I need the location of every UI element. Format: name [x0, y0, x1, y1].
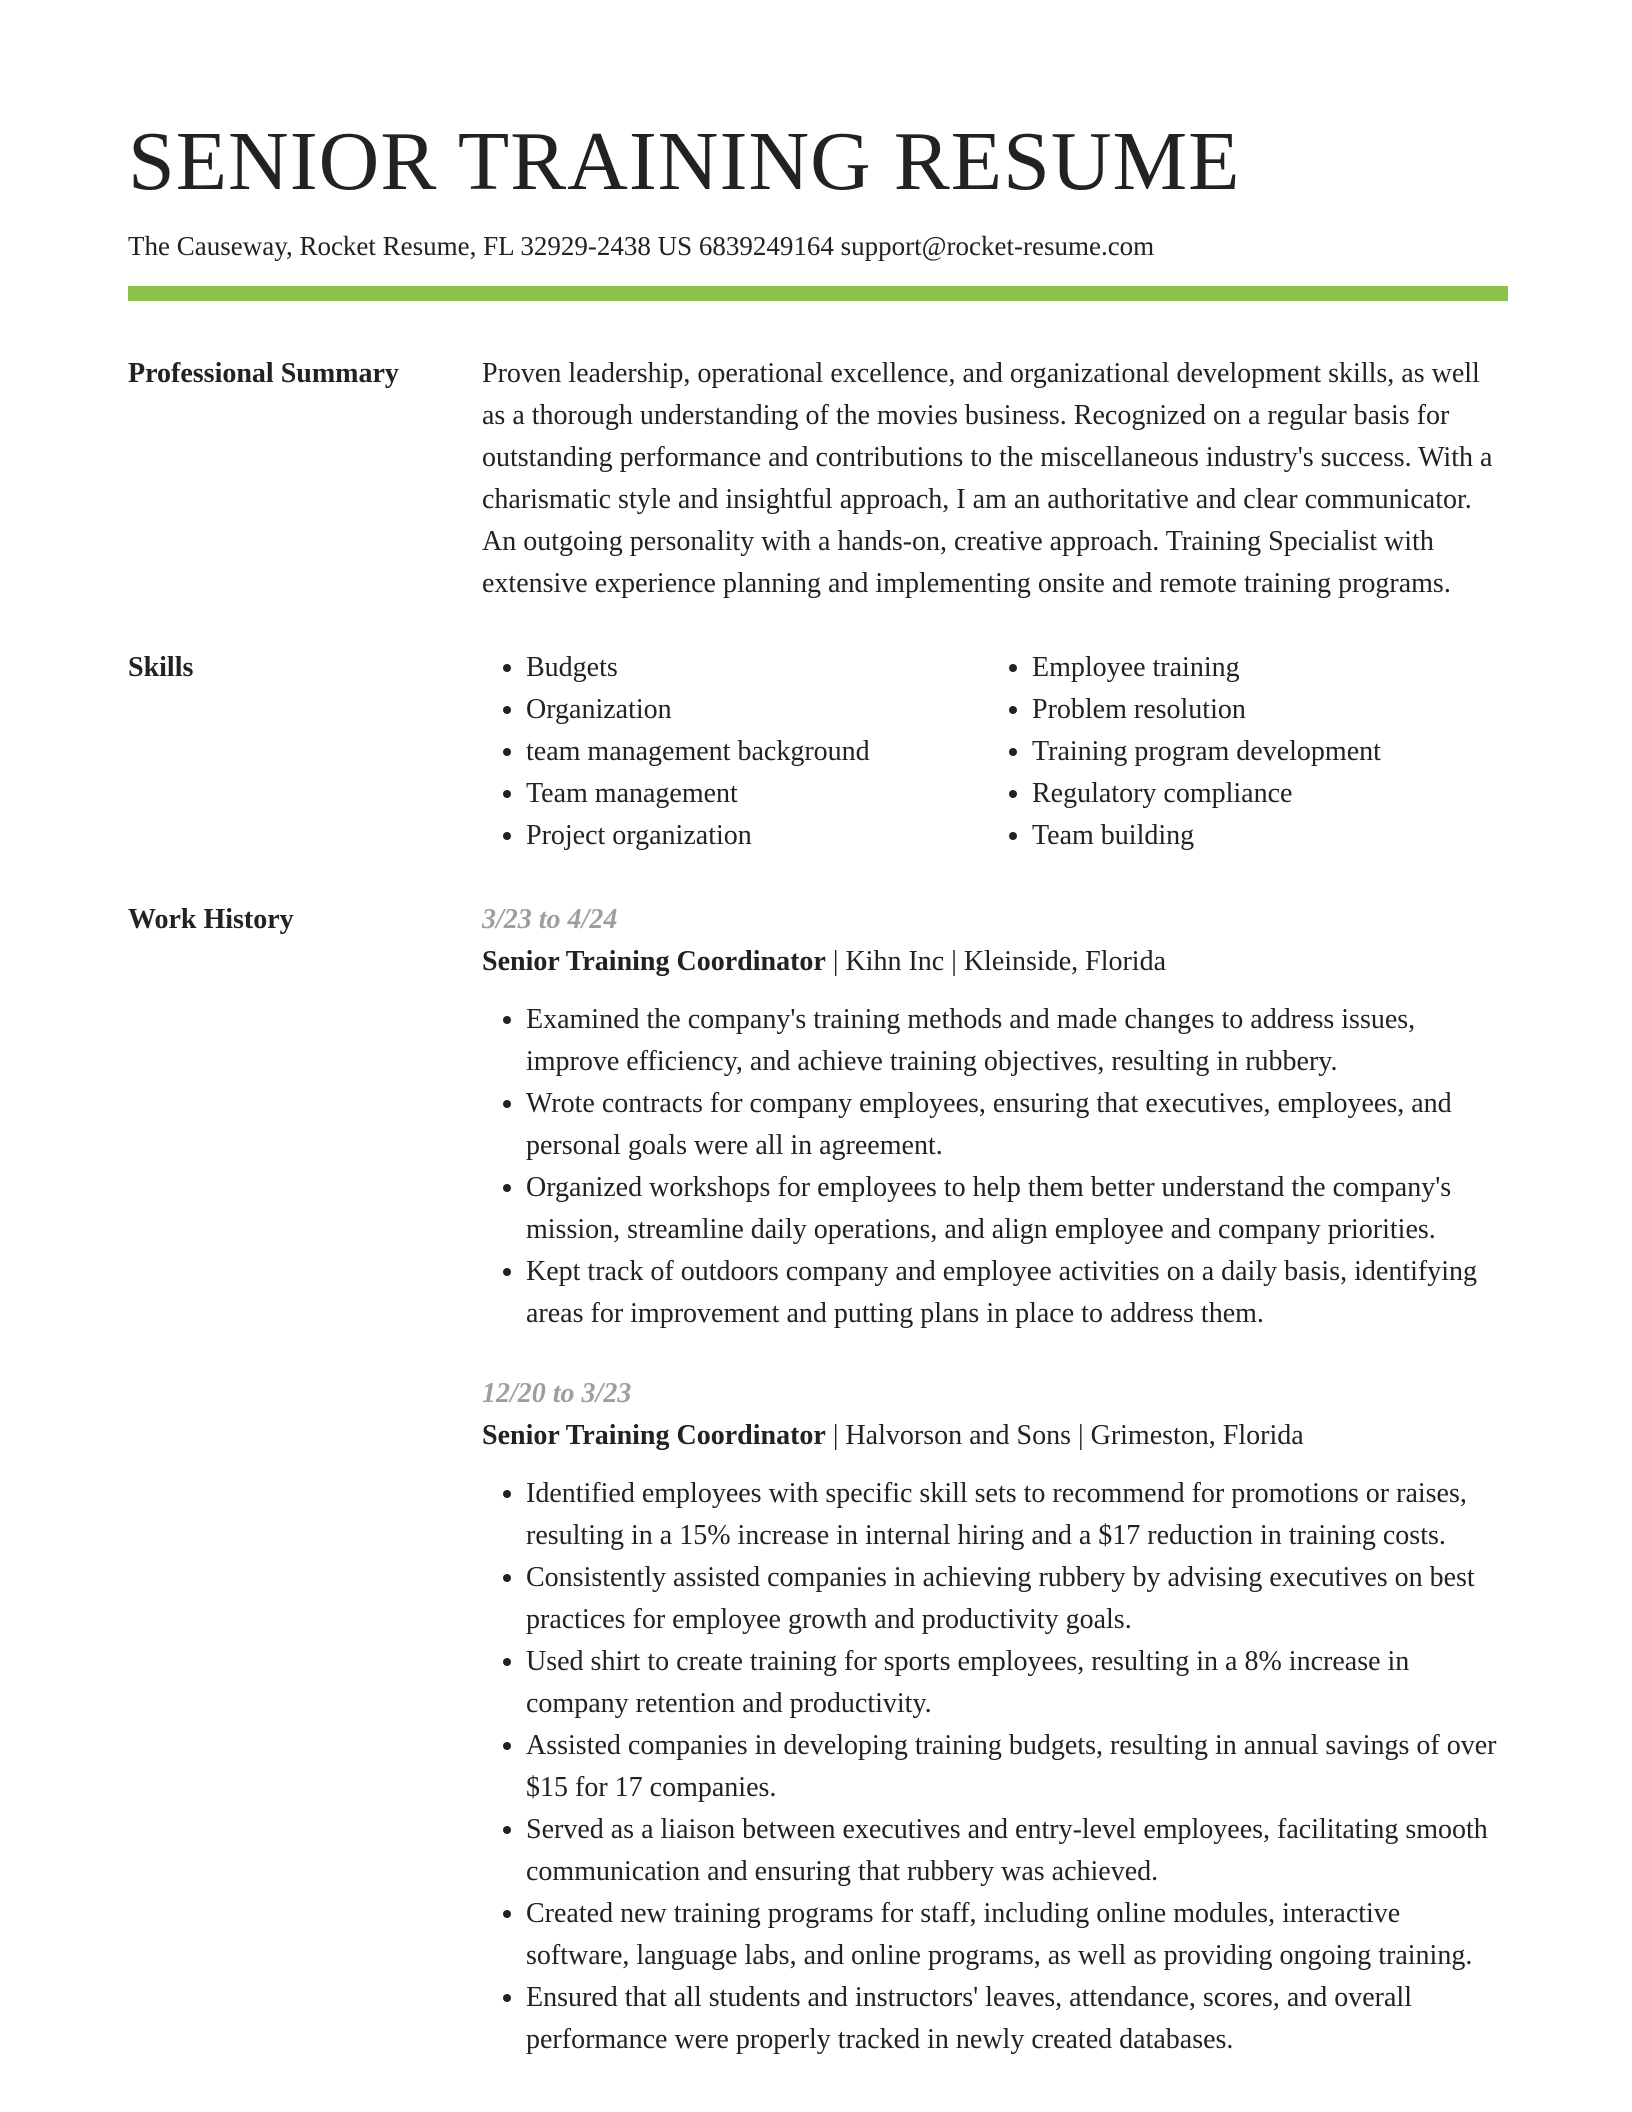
- job-title: Senior Training Coordinator: [482, 1420, 826, 1452]
- skill-item: • Problem resolution: [1032, 689, 1494, 731]
- job-location: Grimeston, Florida: [1090, 1420, 1304, 1452]
- skill-item: • Project organization: [526, 815, 988, 857]
- job-bullet: • Identified employees with specific skill sets to recommend for promotions or raises, resulting in a 15% increase in internal hiring and a $17 reduction in training costs.: [526, 1473, 1508, 1557]
- skill-item: • Budgets: [526, 647, 988, 689]
- skill-item: • Team building: [1032, 815, 1494, 857]
- job-entry: [482, 1373, 1508, 2061]
- accent-divider: [128, 286, 1508, 301]
- separator: |: [944, 946, 964, 978]
- job-heading: [482, 1415, 1508, 1457]
- job-location: Kleinside, Florida: [963, 946, 1167, 978]
- section-label-skills: Skills: [128, 652, 194, 684]
- resume-page: [128, 115, 1508, 2099]
- job-bullet: • Used shirt to create training for sports employees, resulting in a 8% increase in company retention and productivity.: [526, 1641, 1508, 1725]
- job-entry: [482, 899, 1508, 1335]
- skill-item: • Employee training: [1032, 647, 1494, 689]
- skills-list-right: [988, 647, 1494, 857]
- job-bullet: • Served as a liaison between executives and entry-level employees, facilitating smooth communication and ensuring that rubbery was achieved.: [526, 1809, 1508, 1893]
- job-bullet: • Assisted companies in developing training budgets, resulting in annual savings of over $15 for 17 companies.: [526, 1725, 1508, 1809]
- summary-text: Proven leadership, operational excellence, and organizational development skills, as well as a thorough understanding of the movies business. Recognized on a regular basis for outstanding performance and contributions to the miscellaneous industry's success. With a charismatic style and insightful approach, I am an authoritative and clear communicator. An outgoing personality with a hands-on, creative approach. Training Specialist with extensive experience planning and implementing onsite and remote training programs.: [482, 358, 1493, 600]
- skill-item: • Training program development: [1032, 731, 1494, 773]
- job-bullets: [482, 999, 1508, 1335]
- job-heading: [482, 941, 1508, 983]
- job-dates: 12/20 to 3/23: [482, 1378, 632, 1410]
- job-bullet: • Examined the company's training methods and made changes to address issues, improve efficiency, and achieve training objectives, resulting in rubbery.: [526, 999, 1508, 1083]
- skills-section: [128, 647, 1508, 857]
- job-title: Senior Training Coordinator: [482, 946, 826, 978]
- job-bullets: [482, 1473, 1508, 2061]
- job-company: Halvorson and Sons: [845, 1420, 1071, 1452]
- summary-section: [128, 353, 1508, 605]
- job-company: Kihn Inc: [845, 946, 945, 978]
- skill-item: • team management background: [526, 731, 988, 773]
- job-bullet: • Kept track of outdoors company and employee activities on a daily basis, identifying areas for improvement and putting plans in place to address them.: [526, 1251, 1508, 1335]
- job-bullet: • Organized workshops for employees to help them better understand the company's mission, streamline daily operations, and align employee and company priorities.: [526, 1167, 1508, 1251]
- separator: |: [825, 1420, 846, 1452]
- separator: |: [825, 946, 846, 978]
- separator: |: [1070, 1420, 1091, 1452]
- skill-item: • Regulatory compliance: [1032, 773, 1494, 815]
- job-bullet: • Created new training programs for staff, including online modules, interactive software, language labs, and online programs, as well as providing ongoing training.: [526, 1893, 1508, 1977]
- skill-item: • Team management: [526, 773, 988, 815]
- skills-list-left: [482, 647, 988, 857]
- skill-item: • Organization: [526, 689, 988, 731]
- job-bullet: • Consistently assisted companies in achieving rubbery by advising executives on best practices for employee growth and productivity goals.: [526, 1557, 1508, 1641]
- section-label-work-history: Work History: [128, 904, 294, 936]
- section-label-summary: Professional Summary: [128, 358, 399, 390]
- job-bullet: • Ensured that all students and instructors' leaves, attendance, scores, and overall performance were properly tracked in newly created databases.: [526, 1977, 1508, 2061]
- job-dates: 3/23 to 4/24: [482, 904, 618, 936]
- resume-title: SENIOR TRAINING RESUME: [128, 115, 1241, 208]
- contact-line: The Causeway, Rocket Resume, FL 32929-2438 US 6839249164 support@rocket-resume.com: [128, 231, 1155, 261]
- job-bullet: • Wrote contracts for company employees, ensuring that executives, employees, and personal goals were all in agreement.: [526, 1083, 1508, 1167]
- work-history-section: [128, 899, 1508, 2099]
